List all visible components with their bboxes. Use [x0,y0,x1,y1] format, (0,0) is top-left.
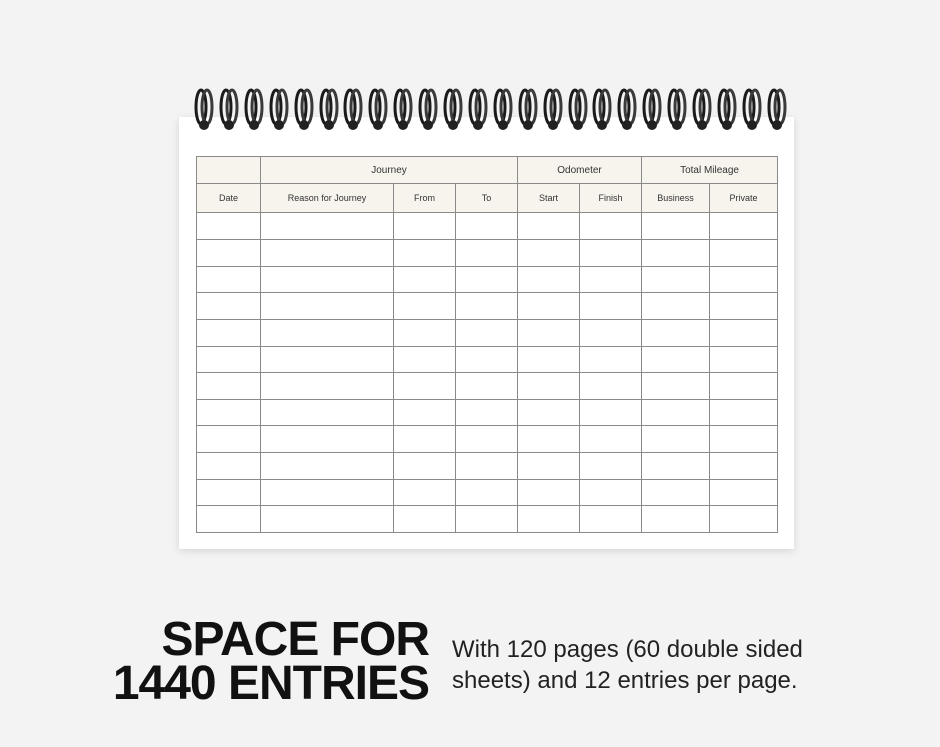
group-header-total-mileage: Total Mileage [642,157,778,184]
table-cell [394,506,456,533]
table-cell [456,453,518,480]
spiral-ring-icon [368,87,388,135]
table-cell [642,239,710,266]
table-cell [580,479,642,506]
table-cell [642,319,710,346]
table-cell [261,479,394,506]
description [452,634,872,696]
table-cell [580,266,642,293]
table-cell [456,346,518,373]
table-cell [456,373,518,400]
column-header-finish: Finish [580,184,642,213]
table-cell [710,293,778,320]
table-cell [642,266,710,293]
table-cell [261,426,394,453]
table-cell [456,293,518,320]
column-header-private: Private [710,184,778,213]
table-cell [456,319,518,346]
table-cell [518,426,580,453]
table-row [197,239,778,266]
table-row [197,453,778,480]
table-cell [710,319,778,346]
table-cell [394,479,456,506]
table-cell [197,479,261,506]
table-cell [580,506,642,533]
table-cell [580,426,642,453]
table-cell [518,453,580,480]
spiral-ring-icon [493,87,513,135]
description-line-1: With 120 pages (60 double sided [452,636,803,663]
spiral-ring-icon [543,87,563,135]
table-row [197,426,778,453]
table-cell [710,453,778,480]
table-cell [394,319,456,346]
table-cell [710,239,778,266]
column-header-row [197,184,778,213]
column-header-business: Business [642,184,710,213]
table-cell [197,373,261,400]
column-header-start: Start [518,184,580,213]
table-cell [710,213,778,240]
table-cell [456,399,518,426]
column-header-date: Date [197,184,261,213]
table-row [197,399,778,426]
spiral-ring-icon [393,87,413,135]
table-cell [642,213,710,240]
spiral-binding [179,87,794,137]
table-cell [710,373,778,400]
notebook-page [179,117,794,549]
spiral-ring-icon [244,87,264,135]
spiral-ring-icon [319,87,339,135]
table-cell [261,453,394,480]
table-row [197,213,778,240]
table-row [197,373,778,400]
spiral-ring-icon [219,87,239,135]
table-cell [642,293,710,320]
table-cell [710,426,778,453]
table-cell [518,399,580,426]
table-cell [642,506,710,533]
table-cell [261,266,394,293]
table-cell [456,213,518,240]
table-cell [261,399,394,426]
table-cell [456,426,518,453]
group-header-row [197,157,778,184]
table-cell [394,426,456,453]
table-cell [394,213,456,240]
table-cell [197,239,261,266]
table-cell [197,346,261,373]
table-cell [518,239,580,266]
column-header-reason: Reason for Journey [261,184,394,213]
table-row [197,346,778,373]
spiral-ring-icon [269,87,289,135]
group-header-odometer: Odometer [518,157,642,184]
spiral-ring-icon [642,87,662,135]
table-cell [518,506,580,533]
spiral-ring-icon [443,87,463,135]
table-cell [394,453,456,480]
table-cell [261,373,394,400]
spiral-ring-icon [194,87,214,135]
spiral-ring-icon [742,87,762,135]
table-cell [261,346,394,373]
headline [112,613,429,710]
table-cell [197,293,261,320]
table-cell [518,266,580,293]
table-cell [580,239,642,266]
table-cell [710,479,778,506]
table-cell [580,213,642,240]
table-cell [394,399,456,426]
table-cell [261,319,394,346]
group-header-journey: Journey [261,157,518,184]
table-cell [710,346,778,373]
table-body [197,213,778,533]
table-cell [456,479,518,506]
description-line-2: sheets) and 12 entries per page. [452,667,798,694]
table-row [197,266,778,293]
table-cell [394,293,456,320]
table-cell [710,266,778,293]
headline-line-1: SPACE FOR [161,613,429,666]
table-cell [642,399,710,426]
table-cell [197,506,261,533]
table-cell [197,266,261,293]
table-cell [518,293,580,320]
table-cell [261,239,394,266]
column-header-to: To [456,184,518,213]
table-cell [580,293,642,320]
table-cell [642,426,710,453]
table-cell [261,213,394,240]
spiral-ring-icon [343,87,363,135]
table-cell [518,373,580,400]
table-cell [394,346,456,373]
table-cell [580,399,642,426]
table-cell [642,453,710,480]
table-cell [642,479,710,506]
table-cell [197,319,261,346]
spiral-ring-icon [667,87,687,135]
spiral-ring-icon [692,87,712,135]
table-cell [710,506,778,533]
table-cell [261,293,394,320]
table-row [197,479,778,506]
table-cell [518,479,580,506]
table-cell [456,266,518,293]
spiral-ring-icon [294,87,314,135]
table-cell [580,373,642,400]
table-cell [197,453,261,480]
table-cell [394,266,456,293]
spiral-ring-icon [568,87,588,135]
table-cell [518,213,580,240]
table-cell [261,506,394,533]
table-cell [456,506,518,533]
spiral-ring-icon [767,87,787,135]
table-cell [197,399,261,426]
mileage-log-table [196,156,778,533]
spiral-ring-icon [717,87,737,135]
table-cell [518,346,580,373]
table-cell [580,346,642,373]
table-row [197,319,778,346]
spiral-ring-icon [468,87,488,135]
table-cell [197,213,261,240]
group-header-blank [197,157,261,184]
spiral-ring-icon [518,87,538,135]
table-cell [394,373,456,400]
table-cell [580,453,642,480]
table-cell [642,346,710,373]
table-cell [642,373,710,400]
table-cell [710,399,778,426]
spiral-ring-icon [617,87,637,135]
spiral-ring-icon [418,87,438,135]
column-header-from: From [394,184,456,213]
table-row [197,506,778,533]
headline-line-2: 1440 ENTRIES [112,657,429,710]
table-cell [394,239,456,266]
table-row [197,293,778,320]
table-cell [456,239,518,266]
table-cell [518,319,580,346]
table-cell [197,426,261,453]
table-cell [580,319,642,346]
spiral-ring-icon [592,87,612,135]
